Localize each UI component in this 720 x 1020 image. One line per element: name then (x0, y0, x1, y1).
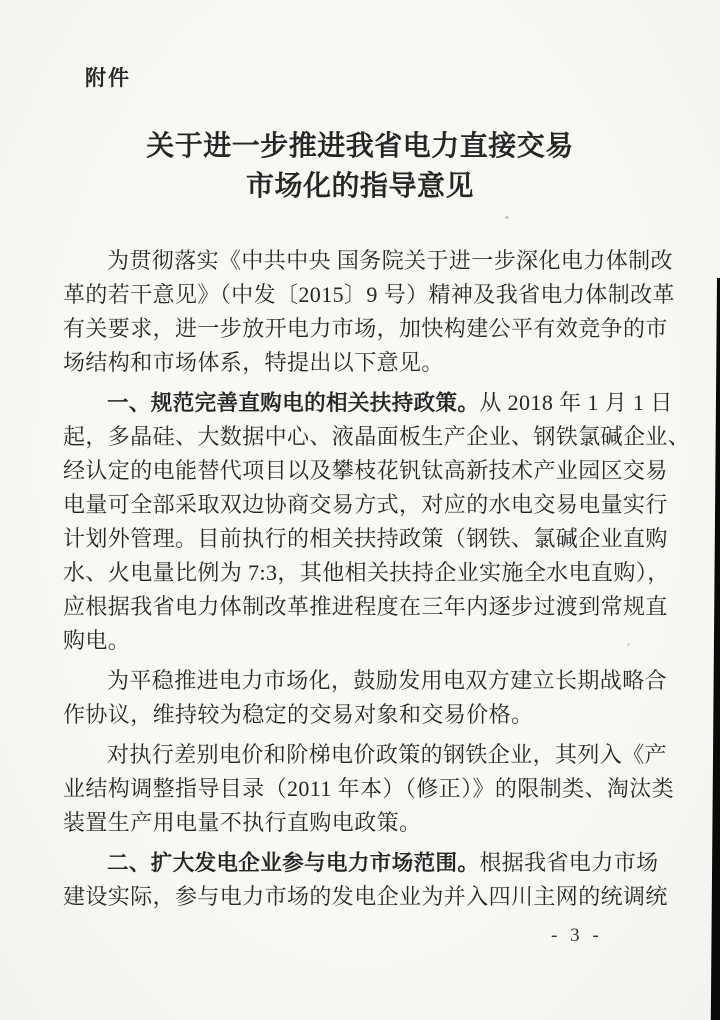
text-line (63, 420, 691, 454)
page-number: - 3 - (551, 925, 603, 946)
text-line (63, 522, 668, 556)
text-line (63, 698, 663, 732)
text-line (63, 244, 673, 278)
title-line-1: 关于进一步推进我省电力直接交易 (146, 131, 574, 162)
text-line (63, 806, 663, 840)
scan-speck (627, 643, 630, 646)
section-heading-segment: 一、规范完善直购电的相关扶持政策。 (107, 391, 480, 415)
scan-edge-artifact (710, 278, 720, 1020)
text-line (63, 556, 670, 590)
text-line (63, 312, 668, 346)
document-body (63, 244, 691, 914)
text-line (63, 846, 663, 880)
text-line (63, 880, 668, 914)
text-segment: 水、火电量比例为 7:3，其他相关扶持企业实施全水电直购）， (63, 560, 670, 585)
text-segment: 应根据我省电力体制改革推进程度在三年内逐步过渡到常规直 (63, 594, 668, 619)
text-segment: 从 2018 年 1 月 1 日 (479, 390, 673, 415)
text-segment: 计划外管理。目前执行的相关扶持政策（钢铁、氯碱企业直购 (63, 526, 668, 551)
paragraph (63, 738, 675, 840)
text-segment: 电量可全部采取双边协商交易方式，对应的水电交易电量实行 (63, 492, 668, 517)
text-segment: 经认定的电能替代项目以及攀枝花钒钛高新技术产业园区交易 (63, 458, 668, 483)
text-line (63, 488, 668, 522)
text-segment: 业结构调整指导目录（2011 年本）（修正）》的限制类、淘汰类 (63, 776, 675, 801)
paragraph (63, 846, 668, 914)
title-line-2: 市场化的指导意见 (245, 171, 474, 202)
text-segment: 为贯彻落实《中共中央 国务院关于进一步深化电力体制改 (107, 248, 673, 273)
text-segment: 建设实际，参与电力市场的发电企业为并入四川主网的统调统 (63, 884, 668, 909)
section-heading-segment: 二、扩大发电企业参与电力市场范围。 (107, 851, 480, 875)
text-segment: 根据我省电力市场 (479, 850, 659, 875)
attachment-label: 附件 (85, 66, 131, 90)
paragraph (63, 386, 691, 658)
document-title (0, 127, 720, 207)
text-segment: 有关要求，进一步放开电力市场，加快构建公平有效竞争的市 (63, 316, 668, 341)
text-segment: 作协议，维持较为稳定的交易对象和交易价格。 (63, 702, 534, 727)
text-line (63, 346, 663, 380)
text-segment: 对执行差别电价和阶梯电价政策的钢铁企业，其列入《产 (107, 742, 668, 767)
text-line (63, 738, 668, 772)
text-segment: 起，多晶硅、大数据中心、液晶面板生产企业、钢铁氯碱企业、 (63, 424, 691, 449)
text-segment: 购电。 (63, 628, 131, 653)
scan-speck (505, 216, 509, 219)
paragraph (63, 664, 668, 732)
paragraph (63, 244, 675, 380)
text-line (63, 664, 668, 698)
text-line (63, 454, 668, 488)
text-segment: 为平稳推进电力市场化，鼓励发用电双方建立长期战略合 (107, 668, 668, 693)
text-line (63, 590, 668, 624)
text-line (63, 624, 663, 658)
text-segment: 装置生产用电量不执行直购电政策。 (63, 810, 422, 835)
text-line (63, 772, 675, 806)
text-line (63, 386, 673, 420)
text-segment: 场结构和市场体系，特提出以下意见。 (63, 350, 444, 375)
text-segment: 革的若干意见》（中发〔2015〕9 号）精神及我省电力体制改革 (63, 282, 675, 307)
text-line (63, 278, 675, 312)
